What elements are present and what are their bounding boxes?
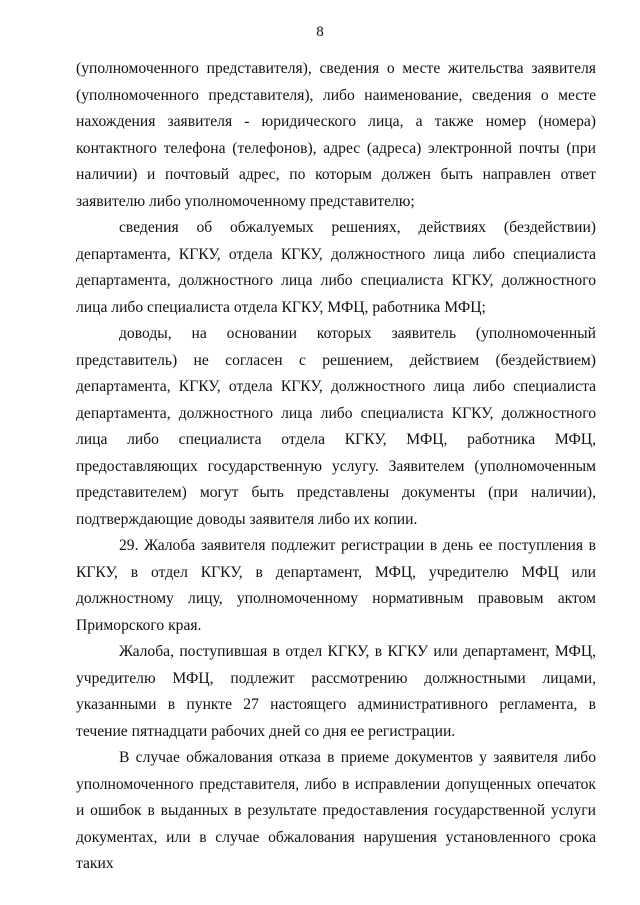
page-number: 8 [316,24,324,40]
paragraph-complaint-registration: 29. Жалоба заявителя подлежит регистрации в день ее поступления в КГКУ, в отдел КГКУ, в департамент, МФЦ, учредителю МФЦ или должностному лицу, уполномоченному нормативным правовым актом Приморского края. [76,537,596,634]
paragraph-applicant-contact-info: (уполномоченного представителя), сведения о месте жительства заявителя (уполномоченного представителя), либо наименование, сведения о месте нахождения заявителя - юридического лица, а также номер (номера) контактного телефона (телефонов), адрес (адреса) электронной почты (при наличии) и почтовый адрес, по которым должен быть направлен ответ заявителю либо уполномоченному представителю; [76,60,596,210]
paragraph-arguments: доводы, на основании которых заявитель (уполномоченный представитель) не согласен с решением, действием (бездействием) департамента, КГКУ, отдела КГКУ, должностного лица либо специалиста департамента, должностного лица либо специалиста КГКУ, должностного лица либо специалиста отдела КГКУ, МФЦ, работника МФЦ, предоставляющих государственную услугу. Заявителем (уполномоченным представителем) могут быть представлены документы (при наличии), подтверждающие доводы заявителя либо их копии. [76,325,596,528]
paragraph-complaint-review: Жалоба, поступившая в отдел КГКУ, в КГКУ или департамент, МФЦ, учредителю МФЦ, подлежит рассмотрению должностными лицами, указанными в пункте 27 настоящего административного регламента, в течение пятнадцати рабочих дней со дня ее регистрации. [76,643,596,740]
document-body [76,56,596,878]
paragraph-refusal-appeal: В случае обжалования отказа в приеме документов у заявителя либо уполномоченного представителя, либо в исправлении допущенных опечаток и ошибок в выданных в результате предоставления государственной услуги документах, или в случае обжалования нарушения установленного срока таких [76,749,596,872]
paragraph-appealed-decisions: сведения об обжалуемых решениях, действиях (бездействии) департамента, КГКУ, отдела КГКУ, должностного лица либо специалиста департамента, должностного лица либо специалиста КГКУ, должностного лица либо специалиста отдела КГКУ, МФЦ, работника МФЦ; [76,219,596,316]
